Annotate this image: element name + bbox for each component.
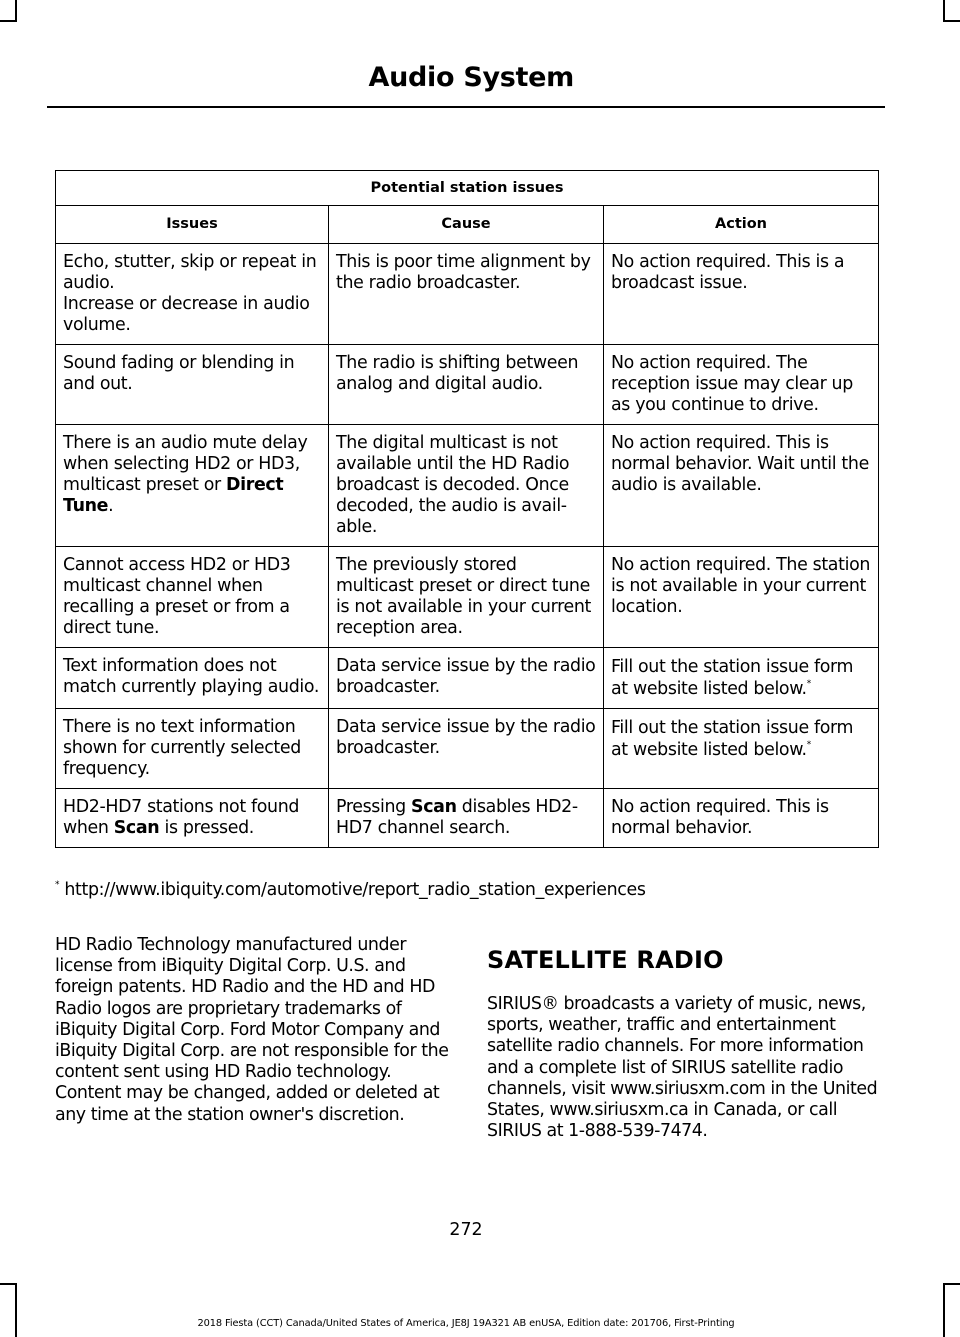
action-cell: No action required. This is normal behavior. Wait until the audio is available. (604, 425, 879, 547)
issue-cell (56, 425, 329, 547)
cause-text-end: disables HD2-HD7 channel search. (336, 797, 578, 838)
column-header-cause: Cause (329, 206, 604, 244)
hd-radio-disclaimer: HD Radio Technology manufactured under license from iBiquity Digital Corp. U.S. and foreign patents. HD Radio and the HD and HD Radio logos are proprietary trademarks of iBiquity Digital Corp. Ford Motor Company and iBiquity Digital Corp. are not responsible for the content sent using HD Radio technology. Content may be changed, added or deleted at any time at the station owner's discretion. (55, 935, 449, 1125)
cause-cell (329, 789, 604, 848)
footnote-url: http://www.ibiquity.com/automotive/report_radio_station_experiences (59, 880, 646, 900)
issue-line: Increase or decrease in audio volume. (63, 294, 310, 335)
issue-text: HD2-HD7 stations not found when (63, 797, 300, 838)
action-cell: No action required. This is normal behavior. (604, 789, 879, 848)
issue-cell (56, 789, 329, 848)
table-header-row (56, 206, 879, 244)
table-row (56, 547, 879, 648)
crop-mark (15, 0, 17, 20)
keyword-scan: Scan (411, 797, 457, 817)
crop-mark (0, 20, 17, 22)
issue-cell: Cannot access HD2 or HD3 multicast channel when recalling a preset or from a direct tune. (56, 547, 329, 648)
footnote-mark: * (55, 880, 60, 890)
issue-text-end: is pressed. (159, 818, 254, 838)
crop-mark (943, 1283, 945, 1337)
table-row (56, 425, 879, 547)
issue-cell (56, 244, 329, 345)
section-heading-satellite-radio: SATELLITE RADIO (487, 946, 724, 974)
header-divider (47, 106, 885, 108)
action-text: Fill out the station issue form at website listed below. (611, 718, 854, 760)
cause-cell: Data service issue by the radio broadcaster. (329, 648, 604, 709)
issue-line: Echo, stutter, skip or repeat in audio. (63, 252, 317, 293)
column-header-issues: Issues (56, 206, 329, 244)
cause-cell: This is poor time alignment by the radio broadcaster. (329, 244, 604, 345)
station-issues-table (55, 170, 879, 848)
action-text: Fill out the station issue form at website listed below. (611, 657, 854, 699)
table-row (56, 709, 879, 789)
issue-text-end: . (108, 496, 114, 516)
issue-cell: There is no text information shown for currently selected frequency. (56, 709, 329, 789)
cause-cell: Data service issue by the radio broadcaster. (329, 709, 604, 789)
crop-mark (943, 20, 960, 22)
cause-cell: The previously stored multicast preset or direct tune is not available in your current reception area. (329, 547, 604, 648)
crop-mark (943, 0, 945, 20)
cause-cell: The digital multicast is not available until the HD Radio broadcast is decoded. Once decoded, the audio is avail-able. (329, 425, 604, 547)
issue-cell: Sound fading or blending in and out. (56, 345, 329, 425)
keyword-direct-tune: Direct Tune (63, 475, 284, 516)
action-cell: No action required. This is a broadcast issue. (604, 244, 879, 345)
page-title: Audio System (368, 62, 574, 93)
action-cell (604, 648, 879, 709)
table-row (56, 789, 879, 848)
edition-footer: 2018 Fiesta (CCT) Canada/United States of America, JE8J 19A321 AB enUSA, Edition date: 201706, First-Printing (197, 1318, 735, 1329)
action-cell (604, 709, 879, 789)
issue-cell: Text information does not match currently playing audio. (56, 648, 329, 709)
table-footnote (55, 880, 646, 900)
issue-text: There is an audio mute delay when selecting HD2 or HD3, multicast preset or (63, 433, 308, 495)
crop-mark (943, 1283, 960, 1285)
table-caption: Potential station issues (56, 171, 879, 206)
footnote-mark: * (806, 740, 811, 750)
table-row (56, 648, 879, 709)
cause-cell: The radio is shifting between analog and digital audio. (329, 345, 604, 425)
satellite-radio-paragraph: SIRIUS® broadcasts a variety of music, news, sports, weather, traffic and entertainment satellite radio channels. For more information and a complete list of SIRIUS satellite radio channels, visit www.siriusxm.com in the United States, www.siriusxm.ca in Canada, or call SIRIUS at 1-888-539-7474. (487, 994, 878, 1142)
table-row (56, 244, 879, 345)
action-cell: No action required. The reception issue may clear up as you continue to drive. (604, 345, 879, 425)
action-cell: No action required. The station is not available in your current location. (604, 547, 879, 648)
footnote-mark: * (806, 679, 811, 689)
table-caption-row (56, 171, 879, 206)
cause-text: Pressing (336, 797, 412, 817)
column-header-action: Action (604, 206, 879, 244)
page-number: 272 (449, 1220, 483, 1240)
table-row (56, 345, 879, 425)
keyword-scan: Scan (113, 818, 160, 838)
